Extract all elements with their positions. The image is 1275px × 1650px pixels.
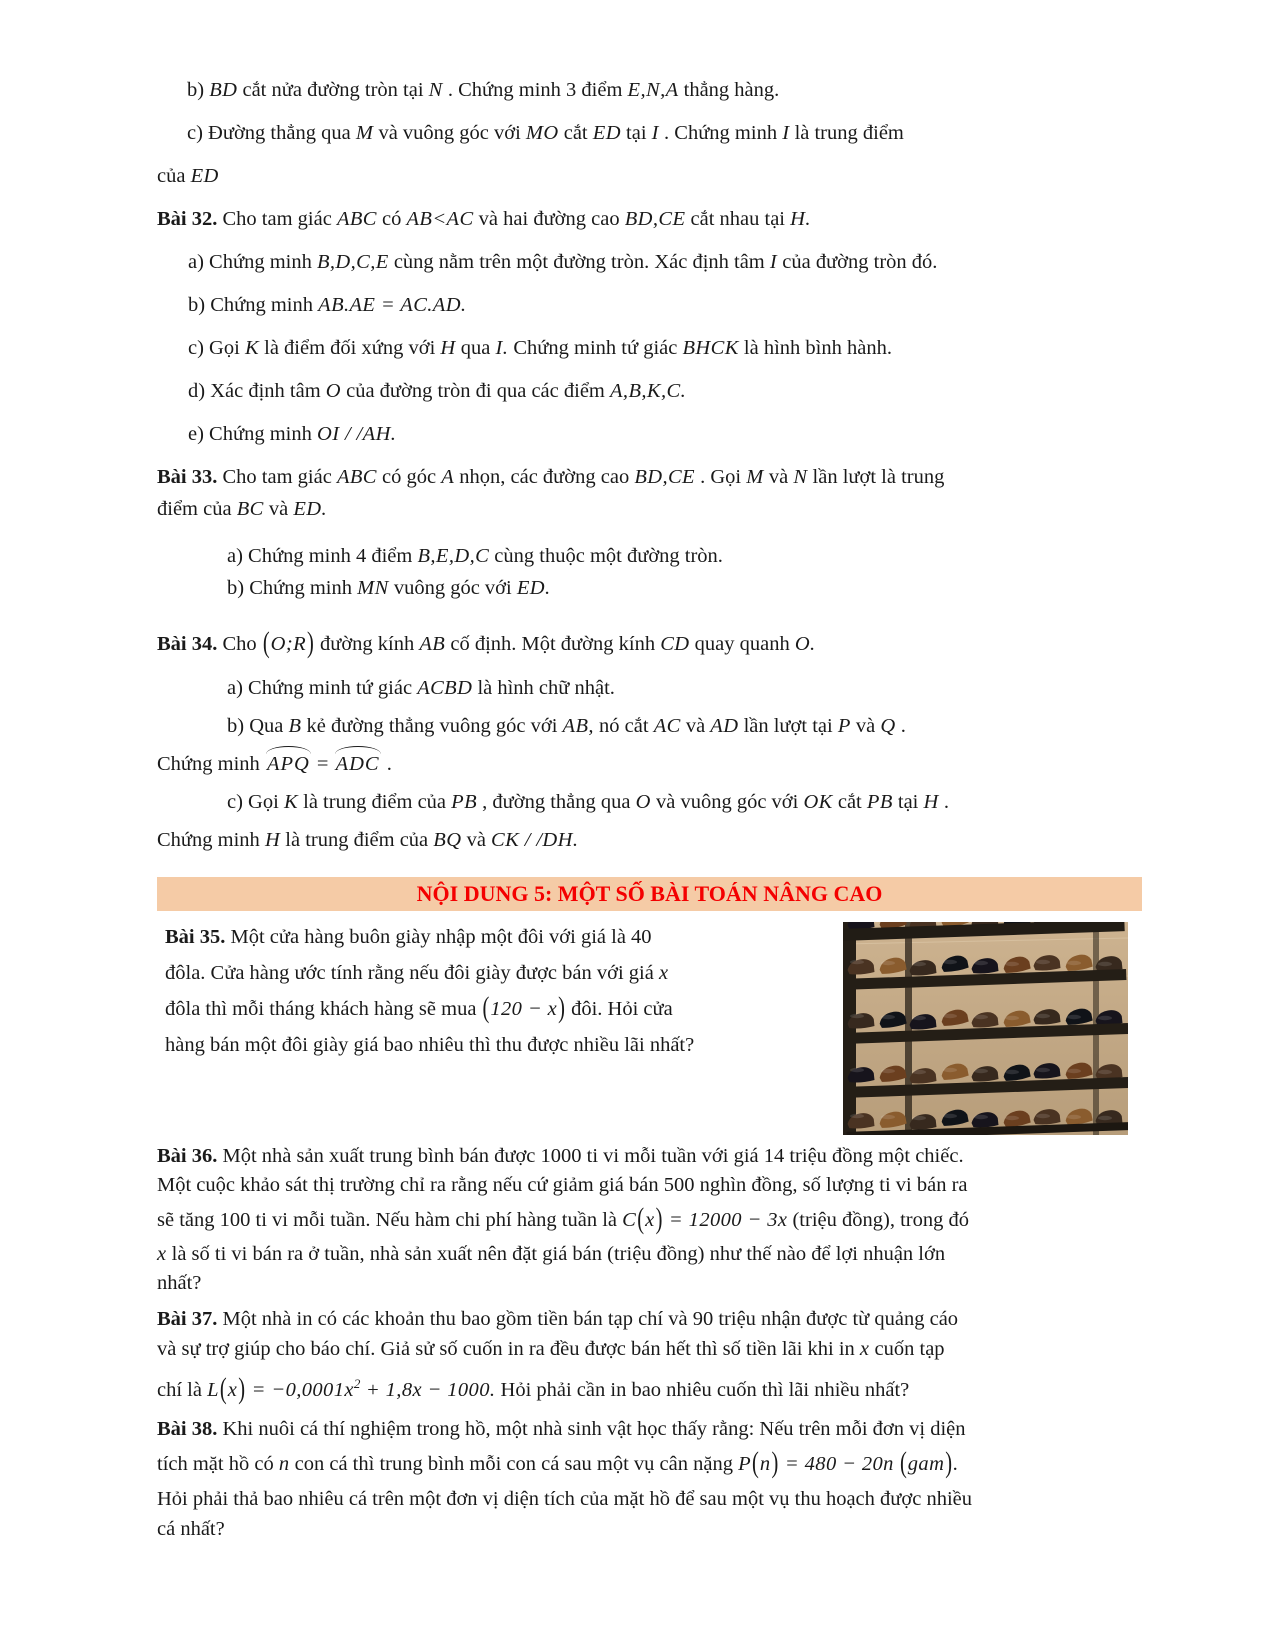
math-expression: n	[759, 1453, 771, 1475]
math-expression: + 1,8x − 1000.	[360, 1379, 496, 1401]
text-run: b)	[187, 79, 210, 101]
math-expression: AB<AC	[406, 208, 474, 230]
math-expression: C	[622, 1209, 637, 1231]
math-paren: )	[771, 1447, 779, 1480]
text-run: là điểm đối xứng với	[259, 337, 441, 359]
text-run: =	[311, 753, 334, 775]
math-expression: ED	[190, 165, 219, 187]
text-run: nhọn, các đường cao	[454, 466, 635, 488]
text-run: là trung điểm	[789, 122, 904, 144]
text-line	[157, 162, 1142, 190]
text-run: con cá thì trung bình mỗi con cá sau một vụ cân nặng	[289, 1453, 739, 1475]
text-run: và	[461, 829, 492, 851]
text-line	[157, 291, 1142, 319]
math-expression: P	[738, 1453, 752, 1475]
text-run: kẻ đường thẳng vuông góc với	[301, 715, 563, 737]
text-line	[157, 787, 1142, 817]
problem-34-section	[157, 623, 1142, 665]
math-expression: x	[227, 1379, 238, 1401]
math-expression: O;R	[270, 633, 306, 655]
text-run: cắt nửa đường tròn tại	[237, 79, 429, 101]
problem-label: Bài 33.	[157, 466, 218, 488]
text-line	[157, 1142, 1142, 1171]
text-line	[157, 1334, 1142, 1364]
math-expression: x	[859, 1338, 870, 1360]
problem-35-section	[157, 922, 1142, 1135]
text-run: lần lượt tại	[738, 715, 838, 737]
math-expression: gam	[907, 1453, 945, 1475]
text-run: a) Chứng minh 4 điểm	[227, 545, 418, 567]
text-line	[157, 119, 1142, 147]
problem-35-text	[157, 922, 763, 1066]
math-expression: n	[278, 1453, 290, 1475]
text-run: .	[381, 753, 392, 775]
text-run: thẳng hàng.	[678, 79, 780, 101]
text-line	[157, 825, 1142, 855]
math-paren: (	[752, 1447, 759, 1480]
math-expression: ED.	[516, 577, 551, 599]
text-line	[157, 623, 1142, 665]
math-expression: CK / /DH.	[491, 829, 579, 851]
math-expression: PB	[451, 791, 478, 813]
text-run: cắt nhau tại	[685, 208, 791, 230]
text-line	[157, 248, 1142, 276]
text-run: của	[157, 165, 191, 187]
problem-label: Bài 32.	[157, 208, 218, 230]
text-line	[165, 958, 763, 988]
math-expression: ABC	[336, 208, 377, 230]
math-expression: N	[793, 466, 808, 488]
math-expression: x	[645, 1209, 655, 1231]
text-run: tại	[620, 122, 652, 144]
text-line	[157, 463, 1142, 492]
math-expression: MO	[525, 122, 559, 144]
text-run: và vuông góc với	[373, 122, 526, 144]
math-expression: I	[782, 122, 790, 144]
math-expression: K	[244, 337, 260, 359]
math-expression: = −0,0001x	[246, 1379, 354, 1401]
text-run: của đường tròn đó.	[777, 251, 938, 273]
text-run: có góc	[376, 466, 442, 488]
math-expression: L	[207, 1379, 219, 1401]
math-expression: H	[264, 829, 281, 851]
math-expression: BD	[209, 79, 238, 101]
text-run: .	[938, 791, 949, 813]
math-expression: B	[288, 715, 302, 737]
math-expression: A	[441, 466, 455, 488]
text-run: b) Qua	[227, 715, 289, 737]
text-line	[157, 541, 1142, 571]
text-run: nó cắt	[593, 715, 654, 737]
math-expression: H.	[790, 208, 811, 230]
math-expression: AB,	[562, 715, 594, 737]
text-run: Hỏi phải thả bao nhiêu cá trên một đơn vị diện tích của mặt hồ để sau một vụ thu hoạch được nhiều	[157, 1488, 973, 1510]
text-run: Một cửa hàng buôn giày nhập một đôi với giá là 40	[225, 926, 652, 948]
text-line	[157, 1444, 1142, 1484]
math-expression: O.	[794, 633, 816, 655]
text-line	[157, 1484, 1142, 1514]
problem-38-section	[157, 1414, 1142, 1544]
math-expression: AB	[419, 633, 446, 655]
math-expression: Q	[880, 715, 896, 737]
text-line	[165, 1030, 763, 1060]
text-line	[157, 1240, 1142, 1269]
text-run: nhất?	[157, 1272, 202, 1294]
text-run: và hai đường cao	[473, 208, 625, 230]
problem-33-section	[157, 463, 1142, 524]
section-banner-title: NỘI DUNG 5: MỘT SỐ BÀI TOÁN NÂNG CAO	[416, 881, 883, 906]
intro-section	[157, 76, 1142, 190]
text-run: cố định. Một đường kính	[445, 633, 661, 655]
text-run: Chứng minh	[157, 829, 265, 851]
math-expression: E,N,A	[627, 79, 679, 101]
math-expression: M	[746, 466, 764, 488]
math-superscript: 2	[353, 1376, 361, 1391]
math-expression: ED	[592, 122, 621, 144]
math-expression: OK	[803, 791, 833, 813]
text-run: e) Chứng minh	[188, 423, 317, 445]
problem-label: Bài 34.	[157, 633, 218, 655]
text-run: , đường thẳng qua	[477, 791, 636, 813]
problem-32-section	[157, 205, 1142, 448]
text-run: Cho tam giác	[217, 466, 337, 488]
text-run: d) Xác định tâm	[188, 380, 326, 402]
math-paren: (	[482, 992, 490, 1025]
math-paren: )	[655, 1203, 663, 1236]
text-run: a) Chứng minh tứ giác	[227, 677, 418, 699]
text-run: Khi nuôi cá thí nghiệm trong hồ, một nhà sinh vật học thấy rằng: Nếu trên mỗi đơn vị diện	[217, 1418, 966, 1440]
text-run: b) Chứng minh	[188, 294, 319, 316]
text-run: đôla. Cửa hàng ước tính rằng nếu đôi giày được bán với giá	[165, 962, 659, 984]
text-run: vuông góc với	[388, 577, 517, 599]
math-expression: K	[283, 791, 299, 813]
math-paren: )	[945, 1447, 953, 1480]
text-run: tích mặt hồ có	[157, 1453, 279, 1475]
math-expression-arc: APQ	[265, 749, 312, 779]
text-run: cá nhất?	[157, 1518, 225, 1540]
text-run: . Gọi	[694, 466, 747, 488]
text-line	[157, 1304, 1142, 1334]
text-run: sẽ tăng 100 ti vi mỗi tuần. Nếu hàm chi phí hàng tuần là	[157, 1209, 623, 1231]
math-expression: BD,CE	[624, 208, 686, 230]
math-expression: AC	[653, 715, 681, 737]
math-expression: OI / /AH.	[316, 423, 397, 445]
math-expression: BD,CE	[634, 466, 695, 488]
math-expression: CD	[660, 633, 690, 655]
text-run: và	[763, 466, 794, 488]
text-run: Một cuộc khảo sát thị trường chỉ ra rằng nếu cứ giảm giá bán 500 nghìn đồng, số lượng ti vi bán ra	[157, 1174, 968, 1196]
math-expression: O	[635, 791, 651, 813]
text-run: chí là	[157, 1379, 208, 1401]
math-expression-arc: ADC	[334, 749, 382, 779]
math-expression: M	[355, 122, 374, 144]
math-expression: = 480 − 20n	[779, 1453, 894, 1475]
text-run: và	[263, 498, 294, 520]
text-run: là số ti vi bán ra ở tuần, nhà sản xuất nên đặt giá bán (triệu đồng) như thế nào để lợi nhuận lớn	[166, 1243, 946, 1265]
text-run: . Chứng minh 3 điểm	[442, 79, 628, 101]
text-run: và	[850, 715, 881, 737]
text-line	[157, 1414, 1142, 1444]
math-expression: A,B,K,C.	[610, 380, 687, 402]
math-expression: BC	[236, 498, 264, 520]
text-line	[157, 76, 1142, 104]
math-expression: H	[923, 791, 939, 813]
text-run: tại	[892, 791, 924, 813]
math-expression: ACBD	[417, 677, 473, 699]
math-expression: PB	[866, 791, 893, 813]
math-expression: P	[837, 715, 851, 737]
text-line	[157, 711, 1142, 741]
text-run: đôi. Hỏi cửa	[565, 998, 673, 1020]
text-line	[157, 573, 1142, 603]
problem-37-section	[157, 1304, 1142, 1410]
text-run: Hỏi phải cần in bao nhiêu cuốn thì lãi nhiều nhất?	[495, 1379, 910, 1401]
text-run: đường kính	[314, 633, 420, 655]
text-line	[157, 205, 1142, 233]
text-line	[157, 1269, 1142, 1298]
math-paren: )	[307, 627, 314, 660]
text-line	[165, 922, 763, 952]
text-run: a) Chứng minh	[188, 251, 317, 273]
problem-36-section	[157, 1142, 1142, 1298]
text-run: quay quanh	[689, 633, 795, 655]
math-expression: 120 − x	[490, 998, 558, 1020]
text-run: Chứng minh	[157, 753, 265, 775]
math-expression: I	[769, 251, 778, 273]
problem-34-items	[157, 673, 1142, 855]
text-run: cùng nằm trên một đường tròn. Xác định tâm	[388, 251, 770, 273]
math-paren: (	[262, 627, 270, 660]
text-run: Cho tam giác	[217, 208, 337, 230]
text-line	[157, 673, 1142, 703]
math-paren: (	[637, 1203, 645, 1236]
math-expression: ED.	[293, 498, 327, 520]
text-run: cắt	[832, 791, 867, 813]
math-expression: MN	[357, 577, 389, 599]
math-paren: )	[558, 992, 565, 1025]
math-expression: B,E,D,C	[417, 545, 490, 567]
math-expression: H	[440, 337, 456, 359]
problem-label: Bài 37.	[157, 1308, 218, 1330]
text-run: là hình chữ nhật.	[472, 677, 615, 699]
math-paren: )	[238, 1373, 246, 1406]
text-run: c) Gọi	[188, 337, 245, 359]
math-expression: O	[325, 380, 341, 402]
text-line	[157, 1364, 1142, 1410]
text-run: Một nhà in có các khoản thu bao gồm tiền bán tạp chí và 90 triệu nhận được từ quảng cáo	[217, 1308, 959, 1330]
math-expression: x	[658, 962, 669, 984]
shoe-shelf-photo	[843, 922, 1128, 1135]
text-run: Chứng minh tứ giác	[508, 337, 683, 359]
math-expression: = 12000 − 3x	[663, 1209, 788, 1231]
text-run: lần lượt là trung	[807, 466, 945, 488]
text-run: và sự trợ giúp cho báo chí. Giả sử số cuốn in ra đều được bán hết thì số tiền lãi khi in	[157, 1338, 860, 1360]
math-expression: B,D,C,E	[316, 251, 389, 273]
math-expression: N	[428, 79, 443, 101]
text-line	[157, 749, 1142, 779]
math-expression: BHCK	[682, 337, 739, 359]
text-run: là trung điểm của	[298, 791, 452, 813]
text-run: Một nhà sản xuất trung bình bán được 1000 ti vi mỗi tuần với giá 14 triệu đồng một chiếc.	[217, 1145, 964, 1167]
text-line	[157, 420, 1142, 448]
text-line	[157, 1200, 1142, 1240]
text-run: là trung điểm của	[280, 829, 434, 851]
text-run: .	[895, 715, 906, 737]
math-expression: .	[953, 1453, 959, 1475]
text-run: điểm của	[157, 498, 237, 520]
problem-label: Bài 35.	[165, 926, 226, 948]
problem-label: Bài 38.	[157, 1418, 218, 1440]
text-run: (triệu đồng), trong đó	[787, 1209, 969, 1231]
section-banner	[157, 877, 1142, 911]
text-run: là hình bình hành.	[738, 337, 892, 359]
text-line	[157, 334, 1142, 362]
text-run: c) Gọi	[227, 791, 284, 813]
problem-label: Bài 36.	[157, 1145, 218, 1167]
text-run: cùng thuộc một đường tròn.	[489, 545, 723, 567]
text-run: . Chứng minh	[658, 122, 783, 144]
text-line	[157, 1171, 1142, 1200]
problem-33-items	[157, 541, 1142, 603]
math-paren: (	[219, 1373, 227, 1406]
text-run: có	[376, 208, 407, 230]
text-line	[157, 1514, 1142, 1544]
math-expression: BQ	[433, 829, 462, 851]
text-run: cuốn tạp	[869, 1338, 945, 1360]
math-expression: x	[157, 1243, 167, 1265]
text-run: đôla thì mỗi tháng khách hàng sẽ mua	[165, 998, 482, 1020]
text-run: của đường tròn đi qua các điểm	[340, 380, 610, 402]
math-paren: (	[899, 1447, 907, 1480]
text-run: Cho	[217, 633, 262, 655]
math-expression: AD	[710, 715, 739, 737]
text-run: cắt	[558, 122, 593, 144]
text-run: b) Chứng minh	[227, 577, 358, 599]
math-expression: ABC	[336, 466, 377, 488]
text-line	[165, 994, 763, 1024]
math-expression: AB.AE = AC.AD.	[318, 294, 467, 316]
text-run: hàng bán một đôi giày giá bao nhiêu thì thu được nhiều lãi nhất?	[165, 1034, 695, 1056]
text-line	[157, 377, 1142, 405]
text-line	[157, 495, 1142, 524]
math-expression: I	[651, 122, 659, 144]
text-run: và vuông góc với	[650, 791, 804, 813]
text-run: qua	[455, 337, 496, 359]
text-run: và	[680, 715, 711, 737]
text-run: c) Đường thẳng qua	[187, 122, 356, 144]
math-expression: I.	[495, 337, 509, 359]
